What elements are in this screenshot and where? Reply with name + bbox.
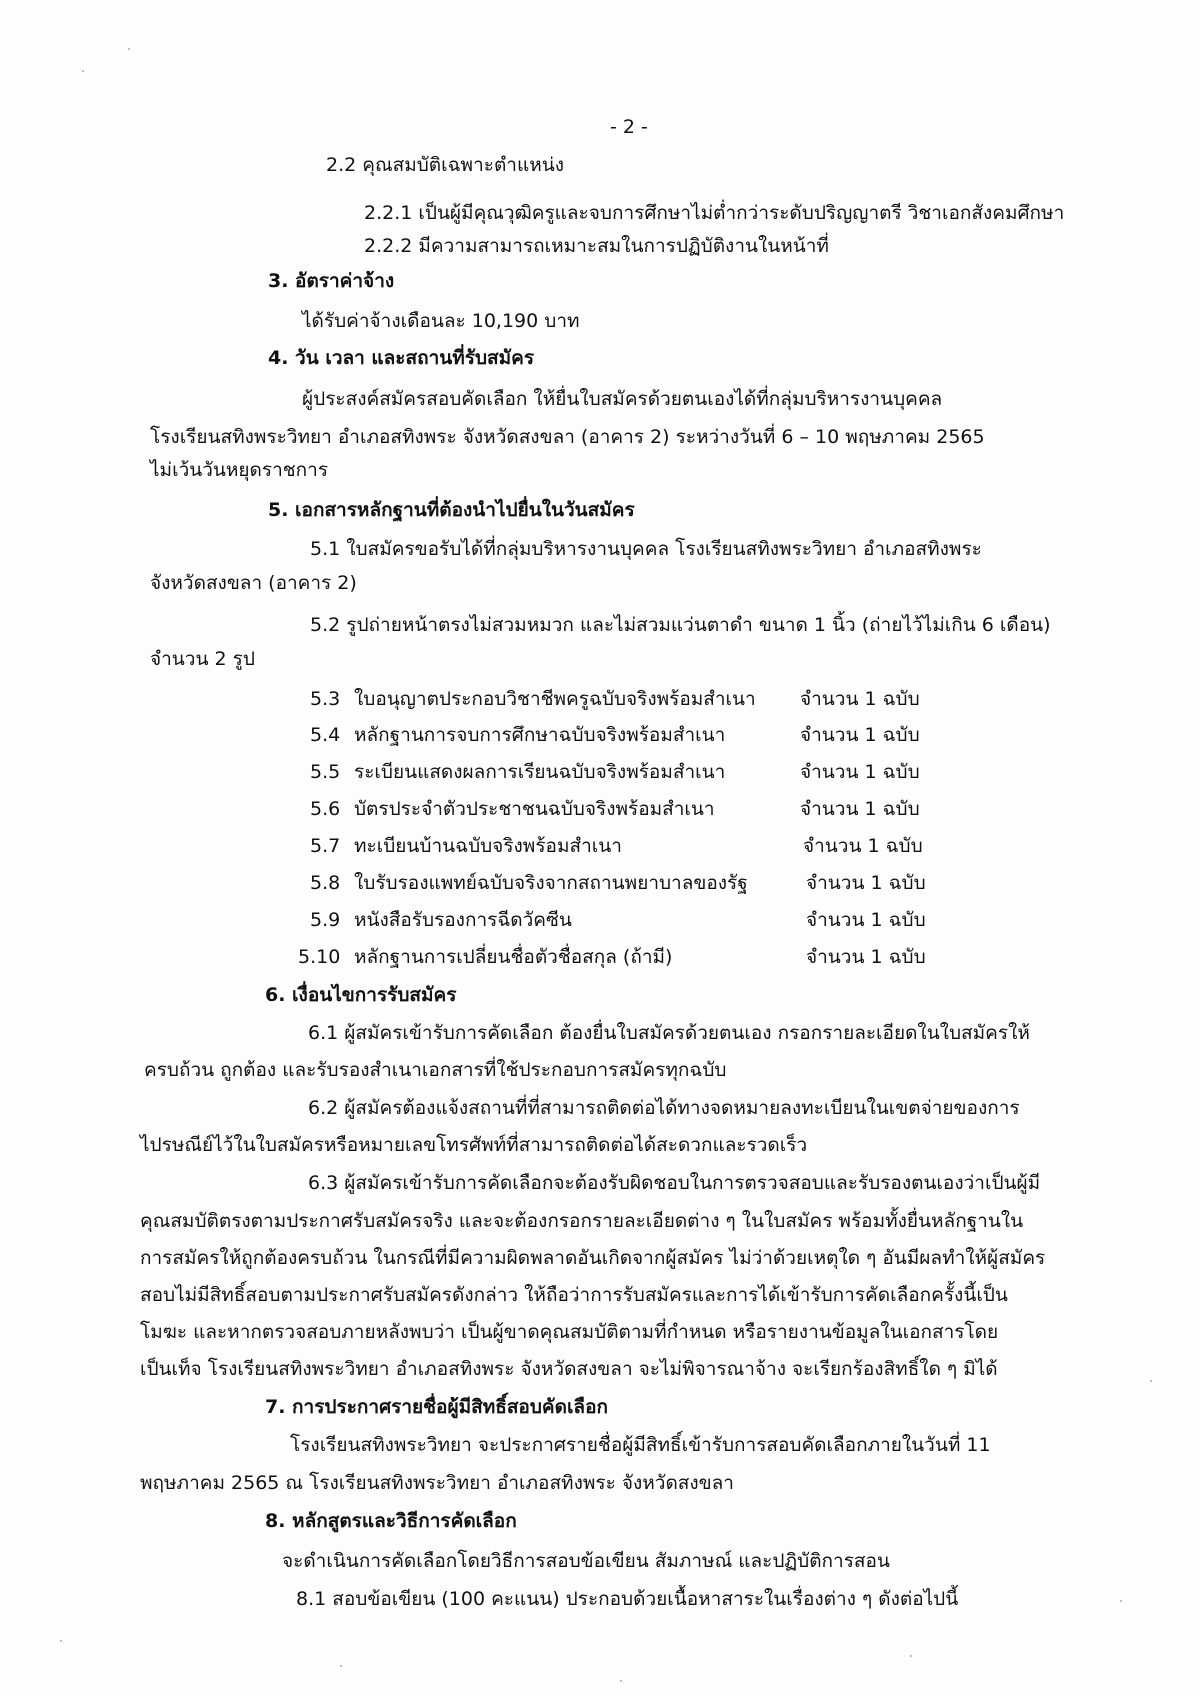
section-6-3-line4: สอบไม่มีสิทธิ์สอบตามประกาศรับสมัครดังกล่าว ให้ถือว่าการรับสมัครและการได้เข้ารับการคัดเลือกครั้งนี้เป็น — [140, 1284, 1008, 1306]
section-5-1-line2: จังหวัดสงขลา (อาคาร 2) — [150, 572, 357, 594]
page-number: - 2 - — [610, 116, 648, 138]
section-7-heading: 7. การประกาศรายชื่อผู้มีสิทธิ์สอบคัดเลือก — [265, 1396, 608, 1418]
doc-item-count: จำนวน 1 ฉบับ — [800, 761, 920, 783]
doc-item-count: จำนวน 1 ฉบับ — [806, 946, 926, 968]
doc-item-no: 5.10 — [298, 946, 341, 968]
section-6-1-line2: ครบถ้วน ถูกต้อง และรับรองสำเนาเอกสารที่ใช้ประกอบการสมัครทุกฉบับ — [144, 1059, 727, 1081]
section-8-heading: 8. หลักสูตรและวิธีการคัดเลือก — [265, 1510, 517, 1532]
scan-speck — [128, 48, 130, 50]
section-3-text: ได้รับค่าจ้างเดือนละ 10,190 บาท — [302, 310, 580, 332]
section-2-2-2: 2.2.2 มีความสามารถเหมาะสมในการปฏิบัติงานในหน้าที่ — [364, 235, 829, 257]
section-5-2-line1: 5.2 รูปถ่ายหน้าตรงไม่สวมหมวก และไม่สวมแว่นตาดำ ขนาด 1 นิ้ว (ถ่ายไว้ไม่เกิน 6 เดือน) — [310, 614, 1051, 636]
doc-item-no: 5.9 — [310, 909, 341, 931]
doc-item-text: ระเบียนแสดงผลการเรียนฉบับจริงพร้อมสำเนา — [354, 761, 726, 783]
doc-item-no: 5.3 — [310, 688, 341, 710]
doc-item-count: จำนวน 1 ฉบับ — [806, 909, 926, 931]
doc-item-no: 5.7 — [310, 835, 341, 857]
scan-speck — [340, 1665, 342, 1667]
scan-speck — [1150, 1380, 1152, 1382]
doc-item-count: จำนวน 1 ฉบับ — [803, 835, 923, 857]
section-4-line1: ผู้ประสงค์สมัครสอบคัดเลือก ให้ยื่นใบสมัครด้วยตนเองได้ที่กลุ่มบริหารงานบุคคล — [302, 388, 943, 410]
section-2-2-heading: 2.2 คุณสมบัติเฉพาะตำแหน่ง — [326, 154, 564, 176]
doc-item-count: จำนวน 1 ฉบับ — [800, 798, 920, 820]
doc-item-count: จำนวน 1 ฉบับ — [800, 724, 920, 746]
scan-speck — [82, 70, 84, 72]
section-6-3-line1: 6.3 ผู้สมัครเข้ารับการคัดเลือกจะต้องรับผิดชอบในการตรวจสอบและรับรองตนเองว่าเป็นผู้มี — [308, 1172, 1041, 1194]
section-8-line2: 8.1 สอบข้อเขียน (100 คะแนน) ประกอบด้วยเนื้อหาสาระในเรื่องต่าง ๆ ดังต่อไปนี้ — [296, 1588, 959, 1610]
section-6-heading: 6. เงื่อนไขการรับสมัคร — [265, 984, 457, 1006]
doc-item-count: จำนวน 1 ฉบับ — [800, 688, 920, 710]
doc-item-text: ทะเบียนบ้านฉบับจริงพร้อมสำเนา — [354, 835, 622, 857]
doc-item-count: จำนวน 1 ฉบับ — [806, 872, 926, 894]
section-5-1-line1: 5.1 ใบสมัครขอรับได้ที่กลุ่มบริหารงานบุคคล โรงเรียนสทิงพระวิทยา อำเภอสทิงพระ — [310, 538, 982, 560]
doc-item-text: หนังสือรับรองการฉีดวัคซีน — [354, 909, 572, 931]
section-6-3-line2: คุณสมบัติตรงตามประกาศรับสมัครจริง และจะต้องกรอกรายละเอียดต่าง ๆ ในใบสมัคร พร้อมทั้งยื่นหลักฐานใน — [140, 1210, 1024, 1232]
section-7-line1: โรงเรียนสทิงพระวิทยา จะประกาศรายชื่อผู้มีสิทธิ์เข้ารับการสอบคัดเลือกภายในวันที่ 11 — [290, 1434, 991, 1456]
section-6-3-line3: การสมัครให้ถูกต้องครบถ้วน ในกรณีที่มีความผิดพลาดอันเกิดจากผู้สมัคร ไม่ว่าด้วยเหตุใด ๆ อันมีผลทำให้ผู้สมัคร — [140, 1247, 1046, 1269]
doc-item-text: ใบอนุญาตประกอบวิชาชีพครูฉบับจริงพร้อมสำเนา — [354, 688, 756, 710]
section-4-line2: โรงเรียนสทิงพระวิทยา อำเภอสทิงพระ จังหวัดสงขลา (อาคาร 2) ระหว่างวันที่ 6 – 10 พฤษภาคม 2565 — [150, 426, 985, 448]
scan-speck — [620, 1680, 622, 1682]
scan-speck — [1120, 1600, 1122, 1602]
section-5-2-line2: จำนวน 2 รูป — [150, 648, 255, 670]
section-6-2-line2: ไปรษณีย์ไว้ในใบสมัครหรือหมายเลขโทรศัพท์ที่สามารถติดต่อได้สะดวกและรวดเร็ว — [140, 1134, 808, 1156]
doc-item-no: 5.5 — [310, 761, 341, 783]
section-5-heading: 5. เอกสารหลักฐานที่ต้องนำไปยื่นในวันสมัคร — [268, 499, 635, 521]
doc-item-text: หลักฐานการเปลี่ยนชื่อตัวชื่อสกุล (ถ้ามี) — [354, 946, 673, 968]
section-6-3-line6: เป็นเท็จ โรงเรียนสทิงพระวิทยา อำเภอสทิงพระ จังหวัดสงขลา จะไม่พิจารณาจ้าง จะเรียกร้องสิทธิ์ใด ๆ มิได้ — [140, 1358, 998, 1380]
doc-item-no: 5.8 — [310, 872, 341, 894]
scan-speck — [60, 1640, 62, 1642]
section-8-line1: จะดำเนินการคัดเลือกโดยวิธีการสอบข้อเขียน สัมภาษณ์ และปฏิบัติการสอน — [282, 1550, 890, 1572]
doc-item-text: ใบรับรองแพทย์ฉบับจริงจากสถานพยาบาลของรัฐ — [354, 872, 748, 894]
section-2-2-1: 2.2.1 เป็นผู้มีคุณวุฒิครูและจบการศึกษาไม่ต่ำกว่าระดับปริญญาตรี วิชาเอกสังคมศึกษา — [364, 202, 1065, 224]
section-7-line2: พฤษภาคม 2565 ณ โรงเรียนสทิงพระวิทยา อำเภอสทิงพระ จังหวัดสงขลา — [140, 1472, 734, 1494]
doc-item-no: 5.6 — [310, 798, 341, 820]
section-4-heading: 4. วัน เวลา และสถานที่รับสมัคร — [268, 347, 535, 369]
section-6-3-line5: โมฆะ และหากตรวจสอบภายหลังพบว่า เป็นผู้ขาดคุณสมบัติตามที่กำหนด หรือรายงานข้อมูลในเอกสารโดย — [140, 1321, 999, 1343]
section-6-1-line1: 6.1 ผู้สมัครเข้ารับการคัดเลือก ต้องยื่นใบสมัครด้วยตนเอง กรอกรายละเอียดในใบสมัครให้ — [308, 1022, 1030, 1044]
section-3-heading: 3. อัตราค่าจ้าง — [268, 270, 395, 292]
scan-speck — [910, 1655, 912, 1657]
doc-item-text: บัตรประจำตัวประชาชนฉบับจริงพร้อมสำเนา — [354, 798, 715, 820]
doc-item-no: 5.4 — [310, 724, 341, 746]
doc-item-text: หลักฐานการจบการศึกษาฉบับจริงพร้อมสำเนา — [354, 724, 726, 746]
section-6-2-line1: 6.2 ผู้สมัครต้องแจ้งสถานที่ที่สามารถติดต่อได้ทางจดหมายลงทะเบียนในเขตจ่ายของการ — [308, 1097, 1020, 1119]
section-4-line3: ไม่เว้นวันหยุดราชการ — [150, 459, 329, 481]
